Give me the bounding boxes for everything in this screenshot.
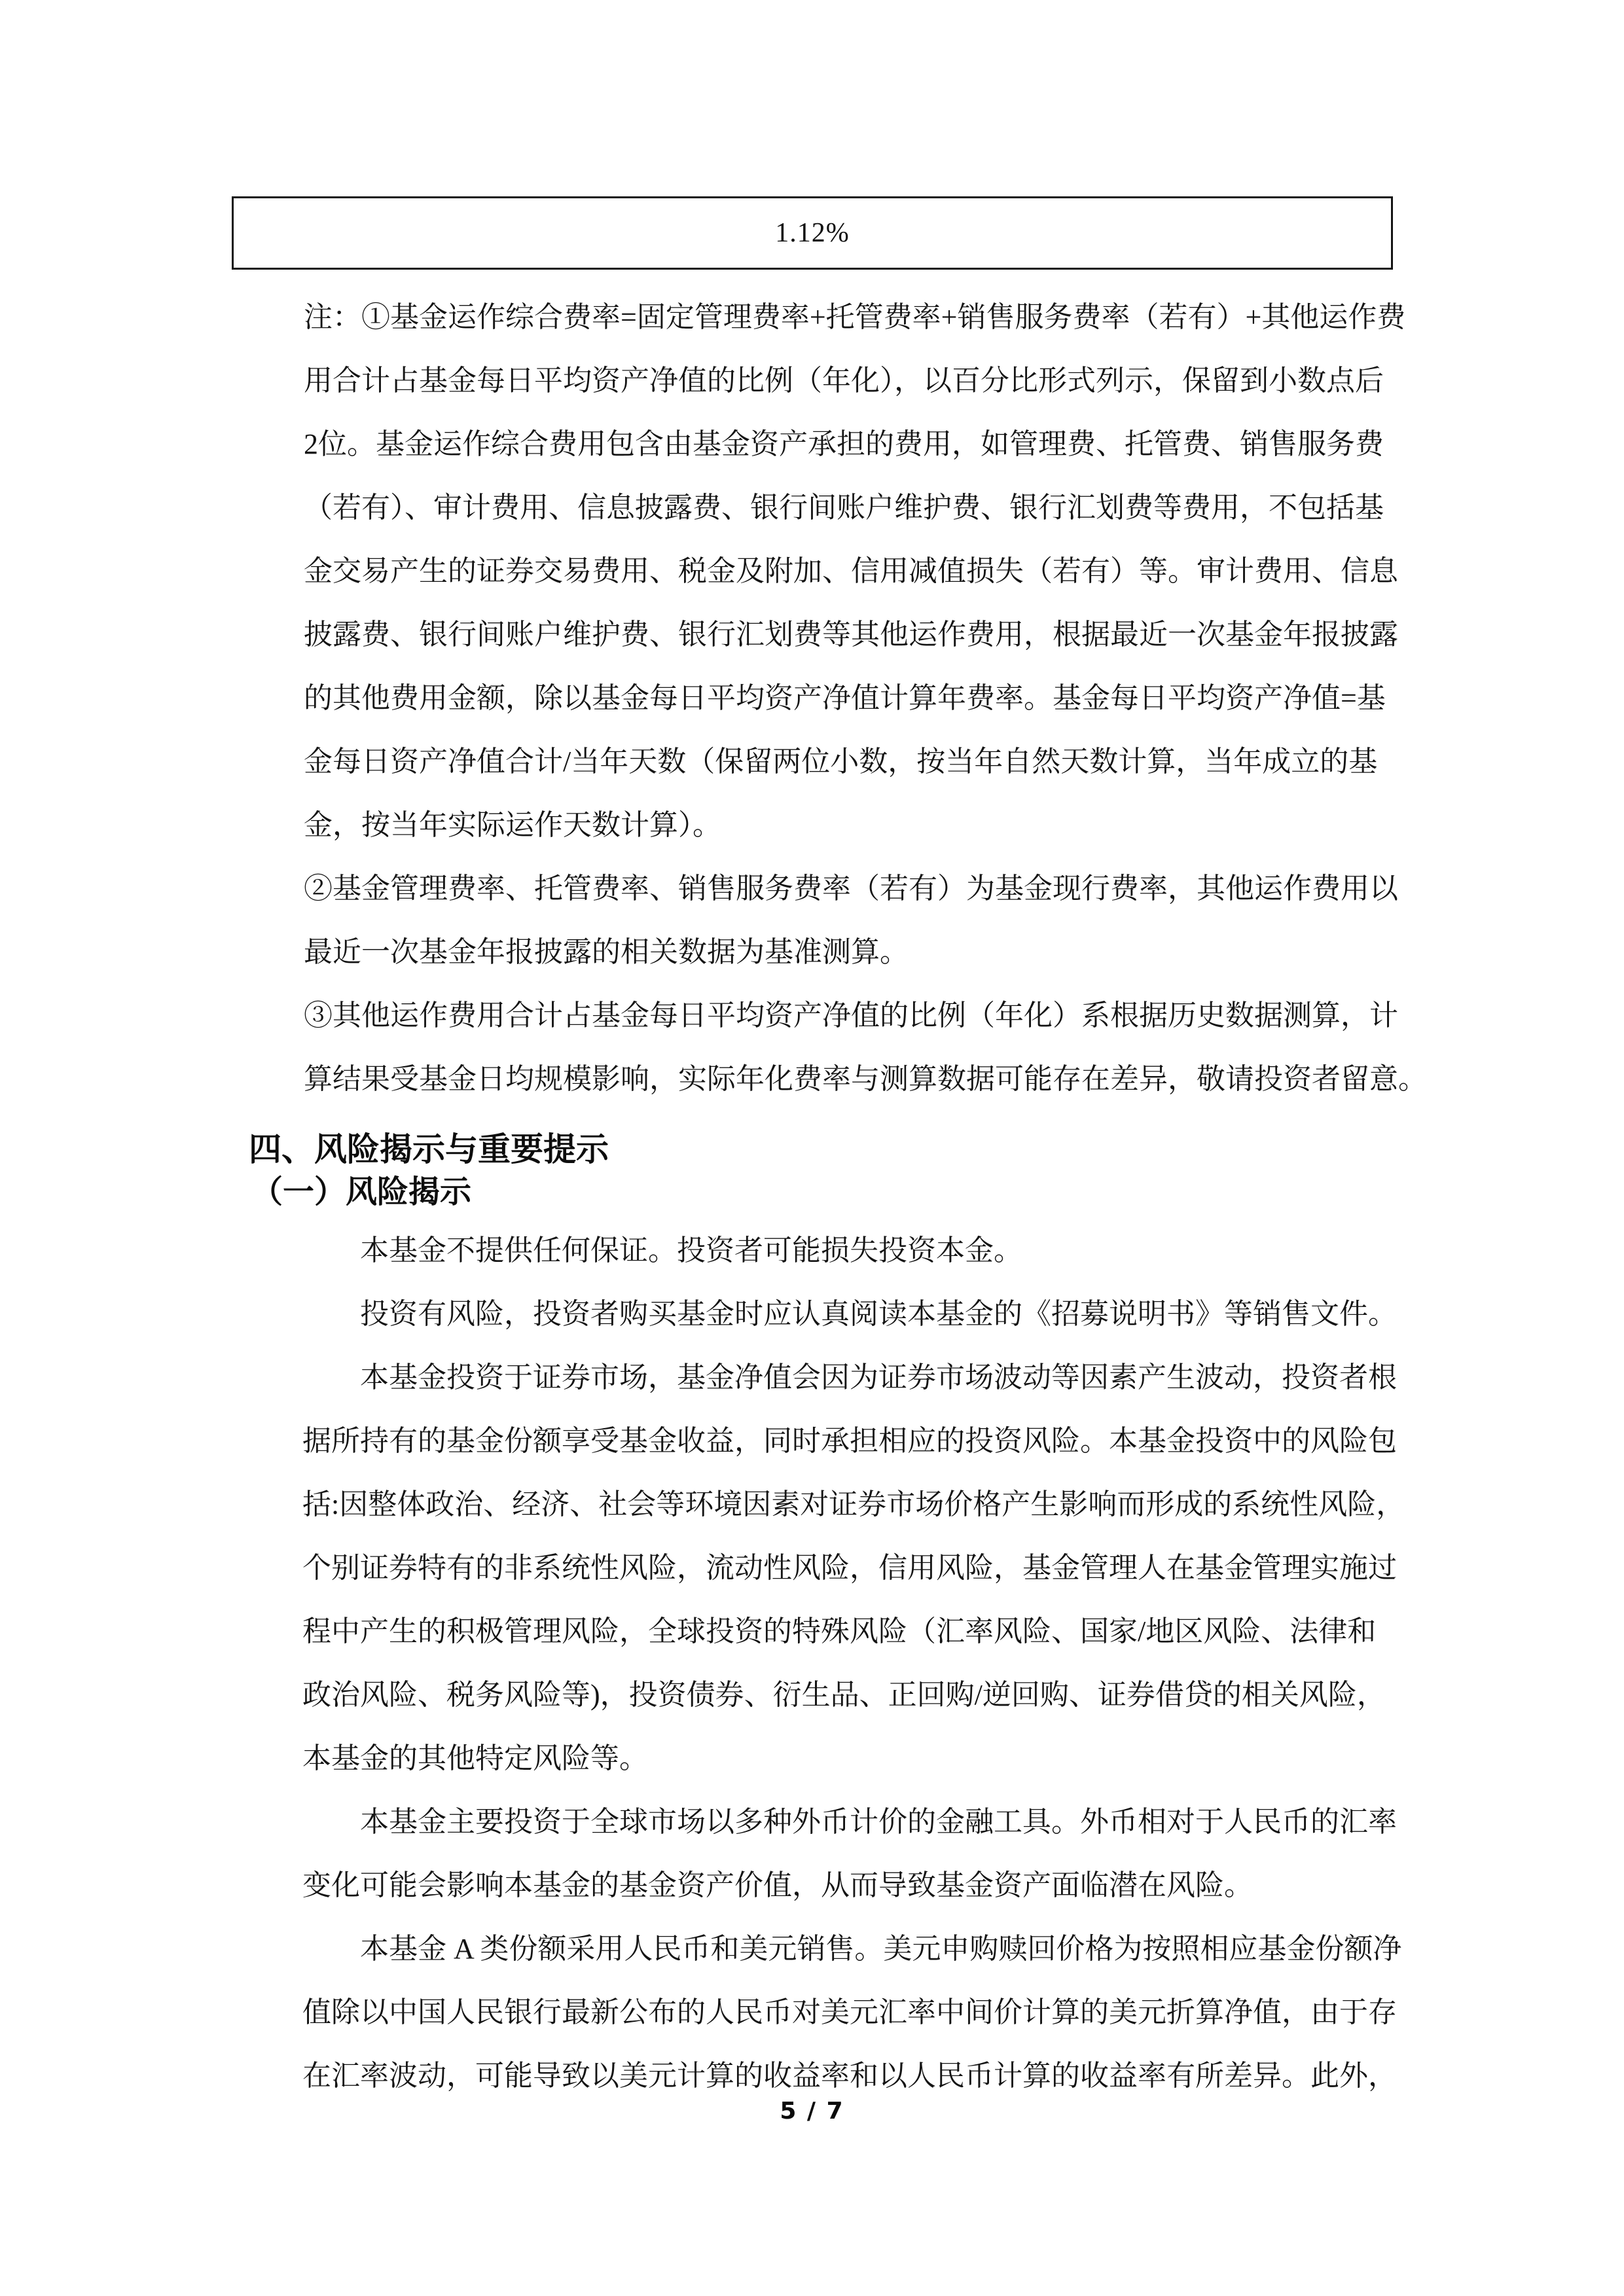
fee-note-paragraph xyxy=(304,285,1427,1111)
risk-line: 本基金不提供任何保证。投资者可能损失投资本金。 xyxy=(302,1234,1022,1266)
risk-line: 本基金投资于证券市场，基金净值会因为证券市场波动等因素产生波动，投资者根 xyxy=(302,1361,1397,1393)
risk-line: 政治风险、税务风险等)，投资债券、衍生品、正回购/逆回购、证券借贷的相关风险， xyxy=(302,1679,1386,1711)
risk-line: 在汇率波动，可能导致以美元计算的收益率和以人民币计算的收益率有所差异。此外， xyxy=(302,2060,1397,2092)
note-line: ③其他运作费用合计占基金每日平均资产净值的比例（年化）系根据历史数据测算，计 xyxy=(304,999,1398,1031)
risk-line: 变化可能会影响本基金的基金资产价值，从而导致基金资产面临潜在风险。 xyxy=(302,1869,1253,1901)
note-line: ②基金管理费率、托管费率、销售服务费率（若有）为基金现行费率，其他运作费用以 xyxy=(304,872,1398,905)
subsection-heading: （一）风险揭示 xyxy=(251,1175,472,1210)
risk-line: 个别证券特有的非系统性风险，流动性风险，信用风险，基金管理人在基金管理实施过 xyxy=(302,1552,1397,1584)
note-line: 算结果受基金日均规模影响，实际年化费率与测算数据可能存在差异，敬请投资者留意。 xyxy=(304,1063,1427,1095)
note-line: 披露费、银行间账户维护费、银行汇划费等其他运作费用，根据最近一次基金年报披露 xyxy=(304,619,1398,651)
page-footer xyxy=(0,2098,1624,2125)
note-line: 用合计占基金每日平均资产净值的比例（年化），以百分比形式列示，保留到小数点后 xyxy=(304,365,1384,397)
note-line: 2位。基金运作综合费用包含由基金资产承担的费用，如管理费、托管费、销售服务费 xyxy=(304,428,1384,460)
note-line: 金，按当年实际运作天数计算）。 xyxy=(304,809,721,841)
risk-line: 本基金主要投资于全球市场以多种外币计价的金融工具。外币相对于人民币的汇率 xyxy=(302,1806,1397,1838)
note-line: （若有）、审计费用、信息披露费、银行间账户维护费、银行汇划费等费用，不包括基 xyxy=(304,492,1384,524)
risk-line: 括:因整体政治、经济、社会等环境因素对证券市场价格产生影响而形成的系统性风险， xyxy=(302,1488,1405,1520)
fee-rate-value: 1.12% xyxy=(775,218,850,248)
page-number: 5 / 7 xyxy=(780,2098,844,2125)
risk-line: 本基金的其他特定风险等。 xyxy=(302,1742,648,1774)
note-line: 最近一次基金年报披露的相关数据为基准测算。 xyxy=(304,936,909,968)
risk-disclosure-paragraphs xyxy=(302,1219,1412,2108)
risk-line: 程中产生的积极管理风险，全球投资的特殊风险（汇率风险、国家/地区风险、法律和 xyxy=(302,1615,1377,1647)
note-line: 的其他费用金额，除以基金每日平均资产净值计算年费率。基金每日平均资产净值=基 xyxy=(304,682,1386,714)
section-heading: 四、风险揭示与重要提示 xyxy=(249,1131,609,1168)
risk-line: 本基金 A 类份额采用人民币和美元销售。美元申购赎回价格为按照相应基金份额净 xyxy=(302,1933,1402,1965)
risk-line: 据所持有的基金份额享受基金收益，同时承担相应的投资风险。本基金投资中的风险包 xyxy=(302,1425,1397,1457)
note-line: 金交易产生的证券交易费用、税金及附加、信用减值损失（若有）等。审计费用、信息 xyxy=(304,555,1398,587)
risk-line: 值除以中国人民银行最新公布的人民币对美元汇率中间价计算的美元折算净值，由于存 xyxy=(302,1996,1397,2028)
note-line: 金每日资产净值合计/当年天数（保留两位小数，按当年自然天数计算，当年成立的基 xyxy=(304,745,1378,778)
fee-rate-table-cell xyxy=(232,196,1393,270)
note-line: 注：①基金运作综合费率=固定管理费率+托管费率+销售服务费率（若有）+其他运作费 xyxy=(304,301,1406,333)
risk-line: 投资有风险，投资者购买基金时应认真阅读本基金的《招募说明书》等销售文件。 xyxy=(302,1298,1397,1330)
